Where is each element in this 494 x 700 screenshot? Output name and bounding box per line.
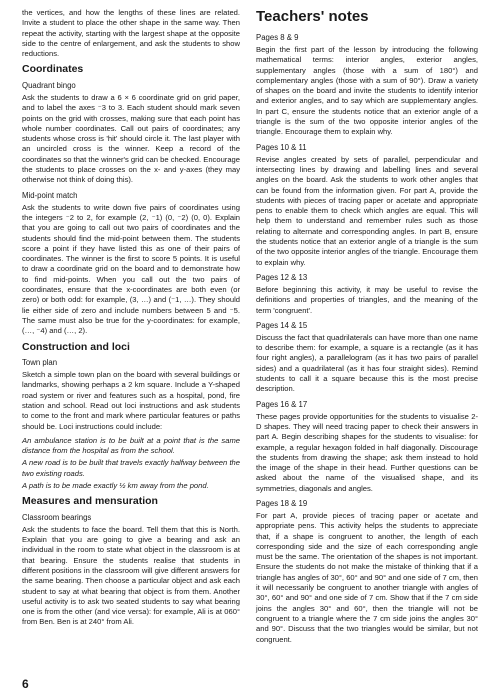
loci-instruction-1: An ambulance station is to be built at a point that is the same distance from the hospital as from the school. — [22, 435, 240, 456]
section-pages-18-19-text: For part A, provide pieces of tracing paper or acetate and appropriate pens. This activity helps the students to appreciate that, if a shape is congruent to another, the length of each corresponding side and the size of each corresponding angle must be the same. The orientation of the shapes is not important. Ensure the students do not make the mistake of thinking that if a triangle has angles of 30°, 60° and 90° and one side of 7 cm, then it will necessarily be congruent to another triangle with angles of 30°, 60° and 90° and one side of 7 cm. Show that if the 7 cm side joins the angles 30° and 60°, then the triangle will not be congruent to a triangle where the 7 cm side joins the angles 30° and 90°. Discuss that the two triangles would be similar, but not congruent. — [256, 510, 478, 644]
town-plan-text: Sketch a simple town plan on the board with several buildings or landmarks, showing perhaps a 2 km square. Include a Y-shaped road system or river and features such as a hospital, pond, fire station and school. Read out loci instructions and ask students to come to the front and mark where particular features or paths should be. Loci instructions could include: — [22, 370, 240, 431]
section-pages-14-15: Pages 14 & 15 — [256, 320, 308, 330]
left-column — [22, 8, 240, 632]
bearings-text: Ask the students to face the board. Tell them that this is North. Explain that you are going to give a bearing and ask an individual in the room to state what object in the classroom is at that bearing. Ensure the students realise that students in different positions in the classroom will give different answers for the same bearing. Then choose a particular object and ask each student to say at what bearing that object is from them. Another useful activity is to ask two seated students to say what bearing one is from the other (and vice versa): for example, Ali is at 060° from Ben. Ben is at 240° from Ali. — [22, 524, 240, 627]
mid-point-heading: Mid-point match — [22, 190, 78, 200]
section-pages-12-13: Pages 12 & 13 — [256, 272, 308, 282]
intro-paragraph: the vertices, and how the lengths of these lines are related. Invite a student to place the other shape in the same way. Then repeat the activity, starting with the largest shape at the opposite side to the centre of enlargement, and ask the students to show reductions. — [22, 8, 240, 59]
section-pages-12-13-text: Before beginning this activity, it may be useful to revise the definitions and properties of triangles, and the meaning of the term 'congruent'. — [256, 284, 478, 315]
section-pages-10-11-text: Revise angles created by sets of parallel, perpendicular and intersecting lines by drawing and labelling lines and several angles on the board. Ask the students to work other angles that can be found from the information given. For part A, provide the students with pieces of tracing paper or acetate and appropriate pens to enable them to check which angles are equal. This will help them to understand and remember rules such as those relating to alternate and corresponding angles. In part B, ensure the students notice that an exterior angle of a triangle is the sum of the two opposite interior angles of the triangle. Encourage them to explain why. — [256, 154, 478, 267]
page-number: 6 — [22, 677, 29, 691]
section-pages-16-17: Pages 16 & 17 — [256, 399, 308, 409]
loci-instruction-2: A new road is to be built that travels exactly halfway between the two existing roads. — [22, 458, 240, 478]
section-pages-16-17-text: These pages provide opportunities for the students to visualise 2-D shapes. They will need tracing paper to check their answers in part A. Begin describing shapes for the students to visualise: for example, a regular hexagon folded in half diagonally. Discourage the students from drawing the shape; ask them instead to hold the image of the shape in their head. Further questions can be asked about the name of the visualised shape, and its symmetries, diagonals and angles. — [256, 411, 478, 493]
section-pages-14-15-text: Discuss the fact that quadrilaterals can have more than one name to describe them: for example, a square is a rectangle (as it has four right angles), a parallelogram (as it has two pairs of parallel sides) and a quadrilateral (as it has four straight sides). Remind students to call it a square because this is the most precise description. — [256, 332, 478, 394]
page-title: Teachers' notes — [256, 8, 369, 25]
section-pages-18-19: Pages 18 & 19 — [256, 498, 308, 508]
section-pages-10-11: Pages 10 & 11 — [256, 142, 307, 152]
measures-heading: Measures and mensuration — [22, 495, 158, 508]
section-pages-8-9: Pages 8 & 9 — [256, 33, 299, 42]
construction-heading: Construction and loci — [22, 340, 130, 353]
coordinates-heading: Coordinates — [22, 63, 84, 76]
town-plan-heading: Town plan — [22, 358, 58, 368]
quadrant-bingo-heading: Quadrant bingo — [22, 80, 76, 90]
loci-instruction-3: A path is to be made exactly ½ km away from the pond. — [22, 480, 209, 490]
quadrant-bingo-text: Ask the students to draw a 6 × 6 coordinate grid on grid paper, and to label the axes ⁻3 to 3. Each student should mark seven points on the grid with crosses, making sure that each point has whole number coordinates. Call out pairs of coordinates; any students whose cross is 'hit' should circle it. The last player with an uncircled cross is the winner. Keep a record of the coordinates so that the winner's grid can be checked. Encourage the students to place crosses on the x- and y-axes (they may otherwise not think of doing this). — [22, 92, 240, 185]
bearings-heading: Classroom bearings — [22, 512, 92, 522]
section-pages-8-9-text: Begin the first part of the lesson by introducing the following mathematical terms: interior angles, exterior angles, supplementary angles (those with a sum of 180°) and complementary angles (those with a sum of 90°). Draw a variety of shapes on the board and invite the students to identify interior and exterior angles, and to say which are supplementary angles. In part C, ensure the students notice that an exterior angle of a triangle is the sum of the two opposite interior angles of the triangle. Encourage them to explain why. — [256, 45, 478, 137]
right-column — [256, 8, 478, 649]
mid-point-text: Ask the students to write down five pairs of coordinates using the integers ⁻2 to 2, for example (2, ⁻1) (0, ⁻2) (0, 0). Explain that you are going to call out two pairs of coordinates and the students should find the mid-point between them. The students score a point if they have listed this as one of their pairs of coordinates. The winner is the first to score 5 points. It is useful to draw a coordinate grid on the board and to demonstrate how to find mid-points. When you call out the two pairs of coordinates, ensure that the x-coordinates are both even (or zero) or both odd: for example, (3, …) and (⁻1, …). They should lie either side of zero and include numbers between 5 and ⁻5. The same must also be true for the y-coordinates: for example, (…, ⁻4) and (…, 2). — [22, 202, 240, 336]
